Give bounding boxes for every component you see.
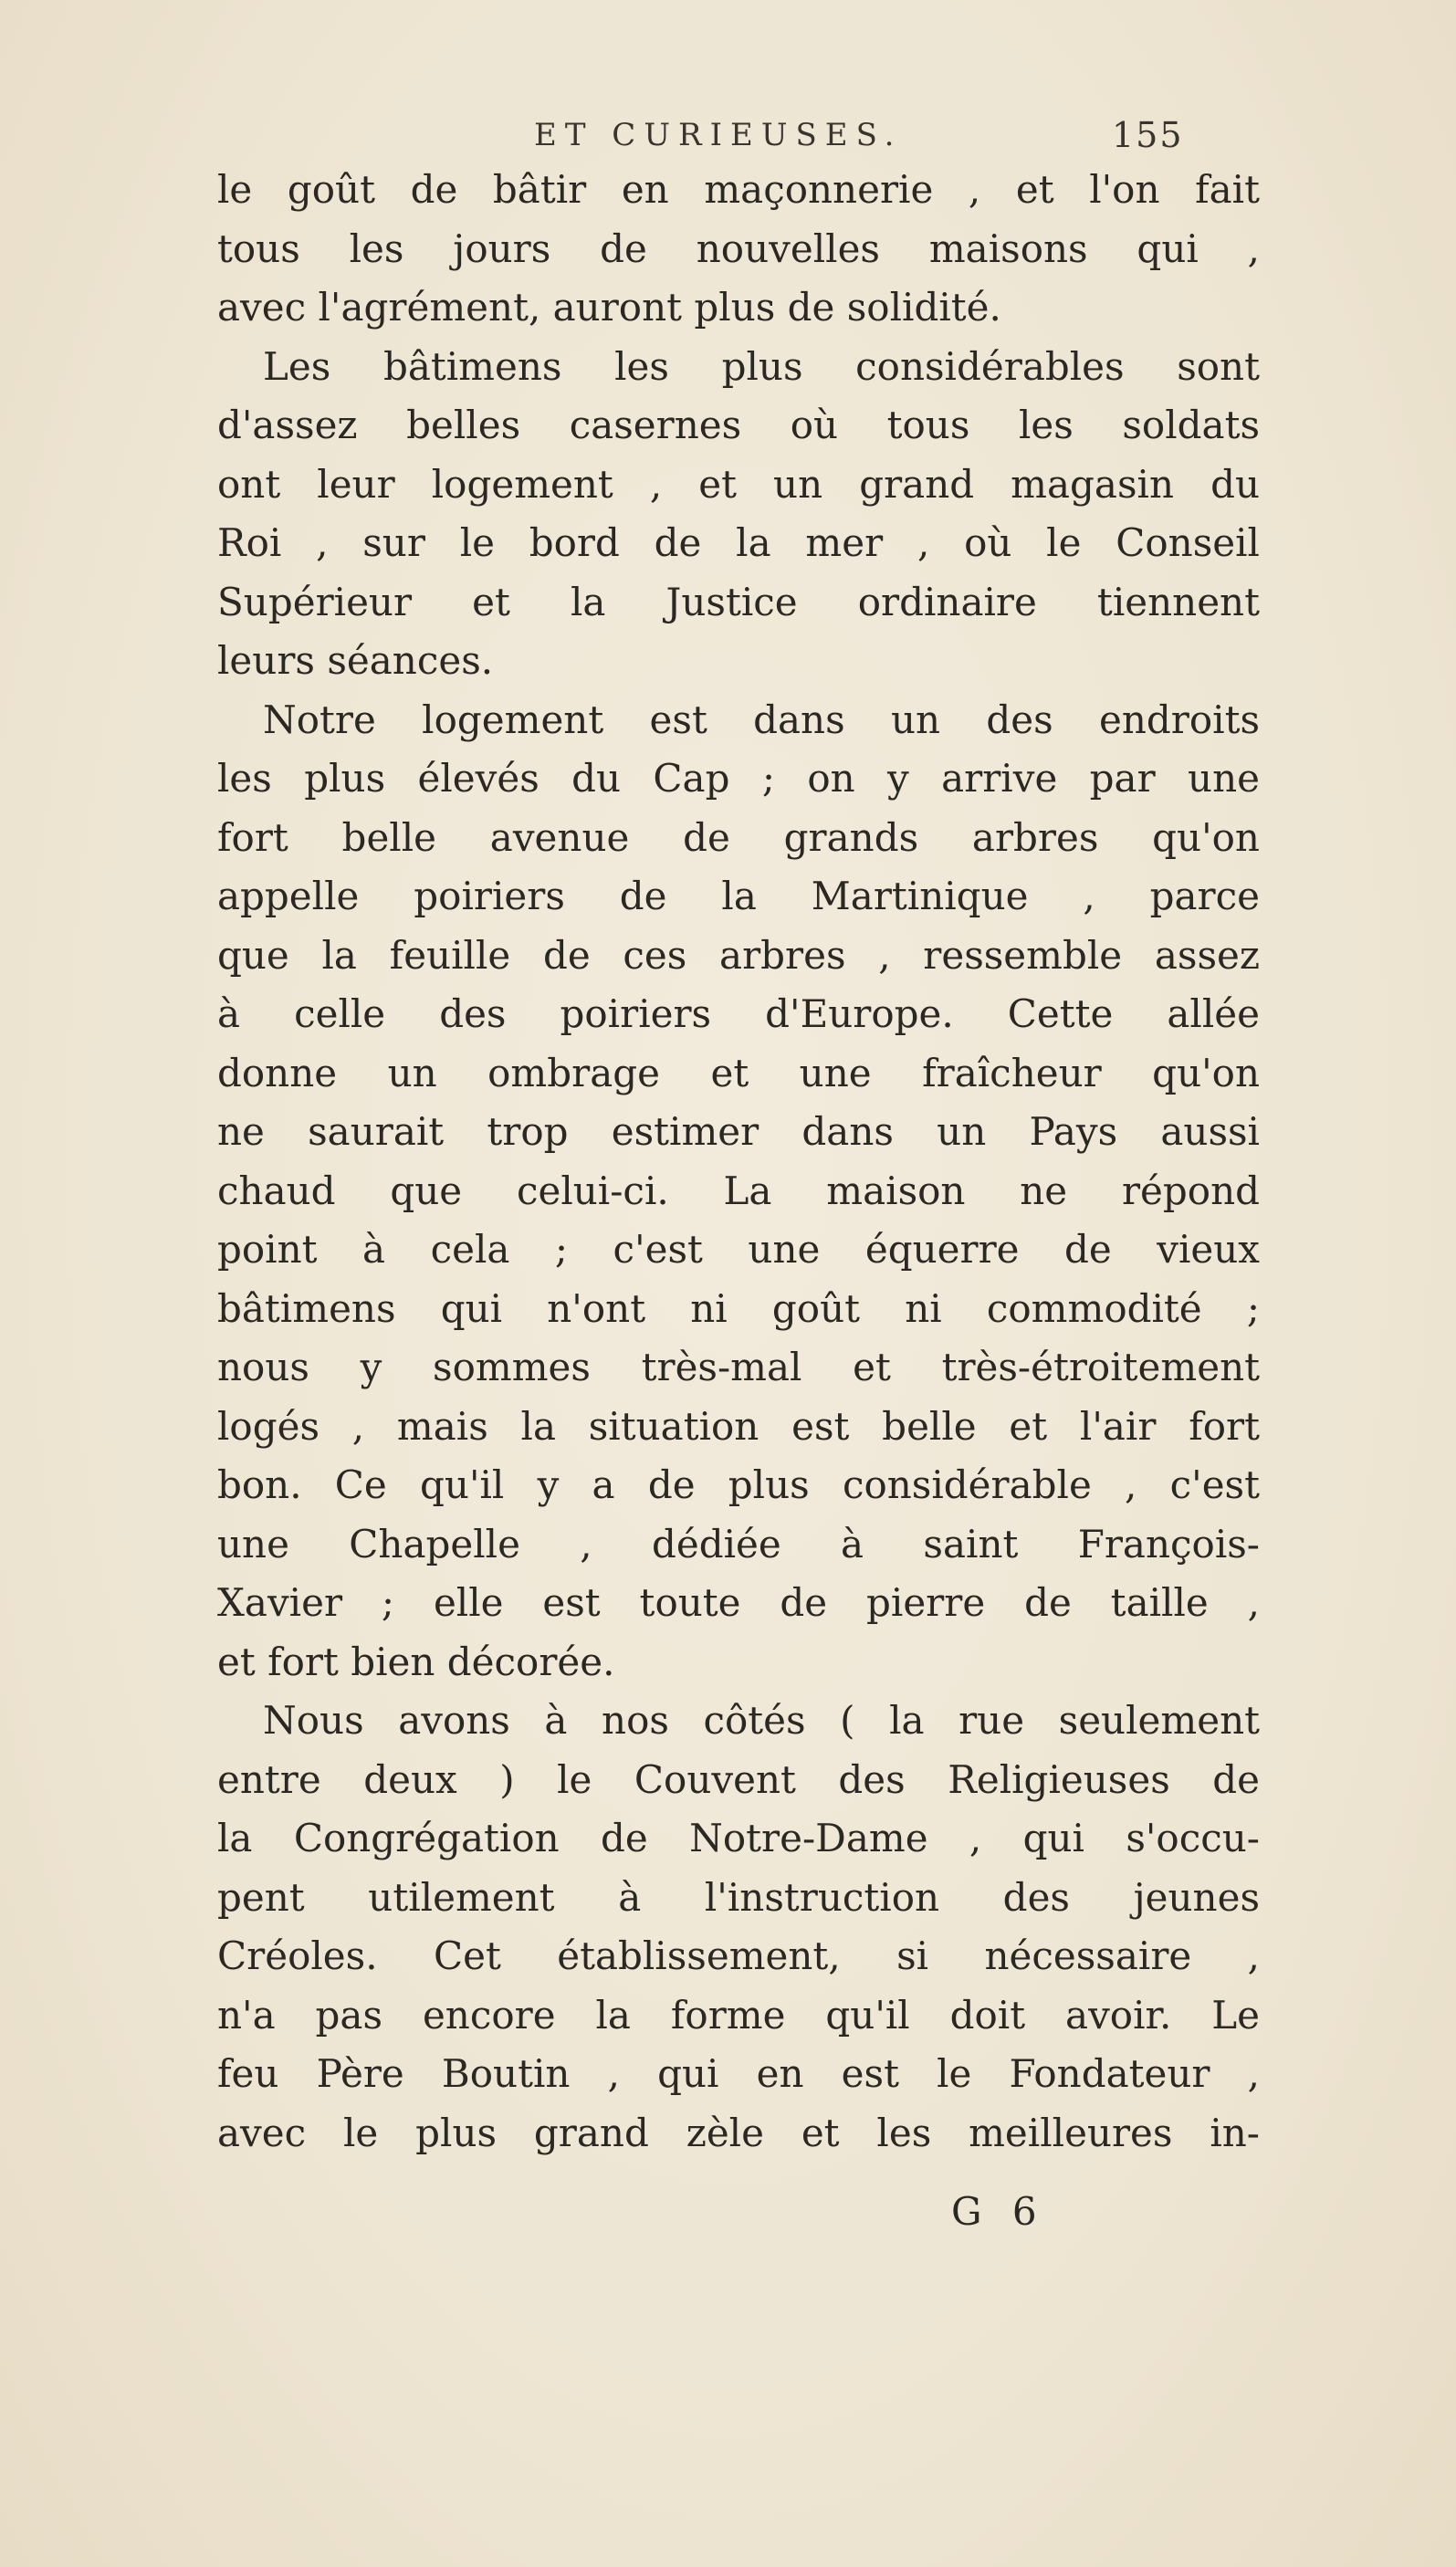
- text-line: Créoles. Cet établissement, si nécessaire ,: [217, 1933, 1260, 1978]
- text-line: donne un ombrage et une fraîcheur qu'on: [217, 1050, 1260, 1095]
- page-number: 155: [1112, 115, 1184, 155]
- text-line: chaud que celui-ci. La maison ne répond: [217, 1168, 1260, 1213]
- text-line: feu Père Boutin , qui en est le Fondateur ,: [217, 2051, 1260, 2096]
- text-line: pent utilement à l'instruction des jeunes: [217, 1874, 1260, 1920]
- text-line: appelle poiriers de la Martinique , parce: [217, 874, 1260, 918]
- text-line: n'a pas encore la forme qu'il doit avoir. Le: [217, 1992, 1260, 2038]
- text-line: Roi , sur le bord de la mer , où le Conseil: [217, 520, 1260, 565]
- text-line: avec l'agrément, auront plus de solidité.: [217, 285, 1001, 330]
- text-line: logés , mais la situation est belle et l'air fort: [217, 1403, 1260, 1449]
- text-line: une Chapelle , dédiée à saint François-: [217, 1521, 1260, 1566]
- text-line: tous les jours de nouvelles maisons qui ,: [217, 225, 1260, 271]
- text-line: la Congrégation de Notre-Dame , qui s'occu-: [217, 1816, 1260, 1860]
- text-line: que la feuille de ces arbres , ressemble assez: [217, 932, 1260, 978]
- body-text: [217, 161, 1260, 2163]
- text-line: bâtimens qui n'ont ni goût ni commodité ;: [217, 1285, 1260, 1331]
- text-line: d'assez belles casernes où tous les soldats: [217, 403, 1260, 447]
- text-line: Les bâtimens les plus considérables sont: [263, 343, 1260, 389]
- text-line: ne saurait trop estimer dans un Pays aussi: [217, 1109, 1260, 1154]
- text-line: le goût de bâtir en maçonnerie , et l'on fait: [217, 167, 1260, 212]
- text-line: point à cela ; c'est une équerre de vieux: [217, 1227, 1260, 1272]
- text-line: Xavier ; elle est toute de pierre de taille ,: [217, 1580, 1260, 1625]
- text-line: et fort bien décorée.: [217, 1639, 615, 1684]
- text-line: bon. Ce qu'il y a de plus considérable , c'est: [217, 1462, 1260, 1507]
- text-line: avec le plus grand zèle et les meilleures in-: [217, 2110, 1260, 2155]
- text-line: Nous avons à nos côtés ( la rue seulement: [263, 1698, 1260, 1743]
- signature-mark: G 6: [951, 2189, 1046, 2234]
- text-line: les plus élevés du Cap ; on y arrive par une: [217, 756, 1260, 801]
- text-line: Supérieur et la Justice ordinaire tiennent: [217, 579, 1260, 624]
- text-line: à celle des poiriers d'Europe. Cette allée: [217, 991, 1260, 1036]
- text-line: nous y sommes très-mal et très-étroitement: [217, 1345, 1260, 1389]
- text-line: fort belle avenue de grands arbres qu'on: [217, 814, 1260, 860]
- running-head: ET CURIEUSES.: [534, 117, 903, 153]
- text-line: entre deux ) le Couvent des Religieuses de: [217, 1756, 1260, 1802]
- text-line: leurs séances.: [217, 638, 494, 683]
- text-line: Notre logement est dans un des endroits: [263, 697, 1260, 742]
- text-line: ont leur logement , et un grand magasin du: [217, 461, 1260, 507]
